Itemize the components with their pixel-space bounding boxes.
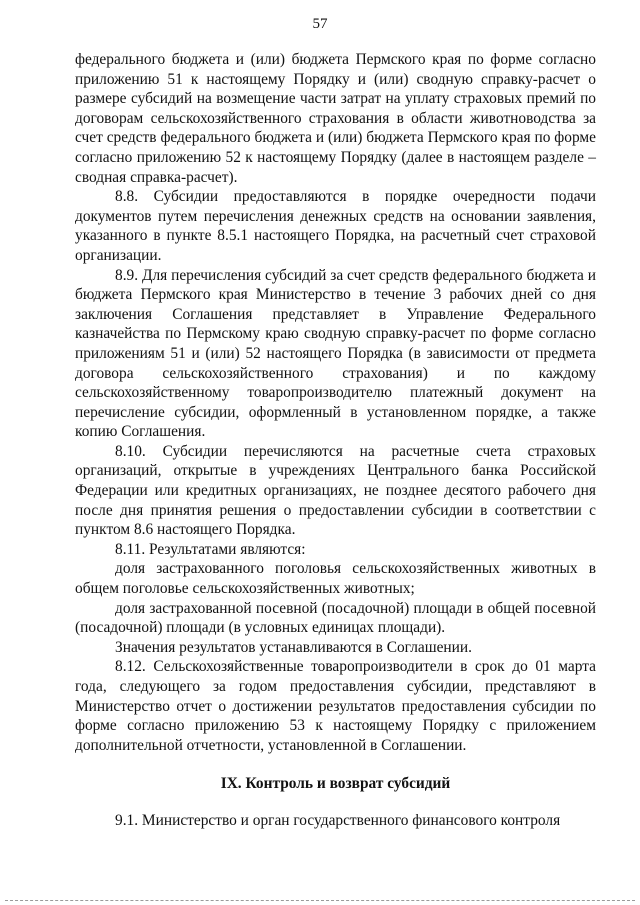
page-bottom-edge	[5, 900, 635, 901]
paragraph-result-values: Значения результатов устанавливаются в Соглашении.	[115, 638, 472, 656]
paragraph-9-1: 9.1. Министерство и орган государственного финансового контроля	[115, 811, 561, 829]
paragraph-result-livestock: доля застрахованного поголовья сельскохозяйственных животных в общем поголовье сельскохозяйственных животных;	[75, 560, 596, 598]
paragraph-8-12: 8.12. Сельскохозяйственные товаропроизводители в срок до 01 марта года, следующего за годом предоставления субсидии, представляют в Министерство отчет о достижении результатов предоставления субсидии по форме согласно приложению 53 к настоящему Порядку с приложением дополнительной отчетности, установленной в Соглашении.	[75, 658, 596, 754]
paragraph-result-crop-area: доля застрахованной посевной (посадочной) площади в общей посевной (посадочной) площади (в условных единицах площади).	[75, 599, 596, 637]
section-heading: IX. Контроль и возврат субсидий	[220, 775, 451, 793]
document-body	[75, 50, 596, 831]
paragraph-8-11: 8.11. Результатами являются:	[115, 540, 306, 558]
paragraph-8-9: 8.9. Для перечисления субсидий за счет средств федерального бюджета и бюджета Пермского края Министерство в течение 3 рабочих дней со дня заключения Соглашения представляет в Управление Федерального казначейства по Пермскому краю сводную справку-расчет по форме согласно приложениям 51 и (или) 52 настоящего Порядка (в зависимости от предмета договора сельскохозяйственного страхования) и по каждому сельскохозяйственному товаропроизводителю платежный документ на перечисление субсидии, оформленный в установленном порядке, а также копию Соглашения.	[75, 266, 596, 441]
paragraph-continuation: федерального бюджета и (или) бюджета Пермского края по форме согласно приложению 51 к настоящему Порядку и (или) сводную справку-расчет о размере субсидий на возмещение части затрат на уплату страховых премий по договорам сельскохозяйственного страхования в области животноводства за счет средств федерального бюджета и (или) бюджета Пермского края по форме согласно приложению 52 к настоящему Порядку (далее в настоящем разделе – сводная справка-расчет).	[75, 51, 596, 186]
paragraph-8-10: 8.10. Субсидии перечисляются на расчетные счета страховых организаций, открытые в учреждениях Центрального банка Российской Федерации или кредитных организациях, не позднее десятого рабочего дня после дня принятия решения о предоставлении субсидии в соответствии с пунктом 8.6 настоящего Порядка.	[75, 442, 596, 539]
page-number: 57	[312, 16, 328, 32]
paragraph-8-8: 8.8. Субсидии предоставляются в порядке очередности подачи документов путем перечисления денежных средств на основании заявления, указанного в пункте 8.5.1 настоящего Порядка, на расчетный счет страховой организации.	[75, 188, 596, 264]
